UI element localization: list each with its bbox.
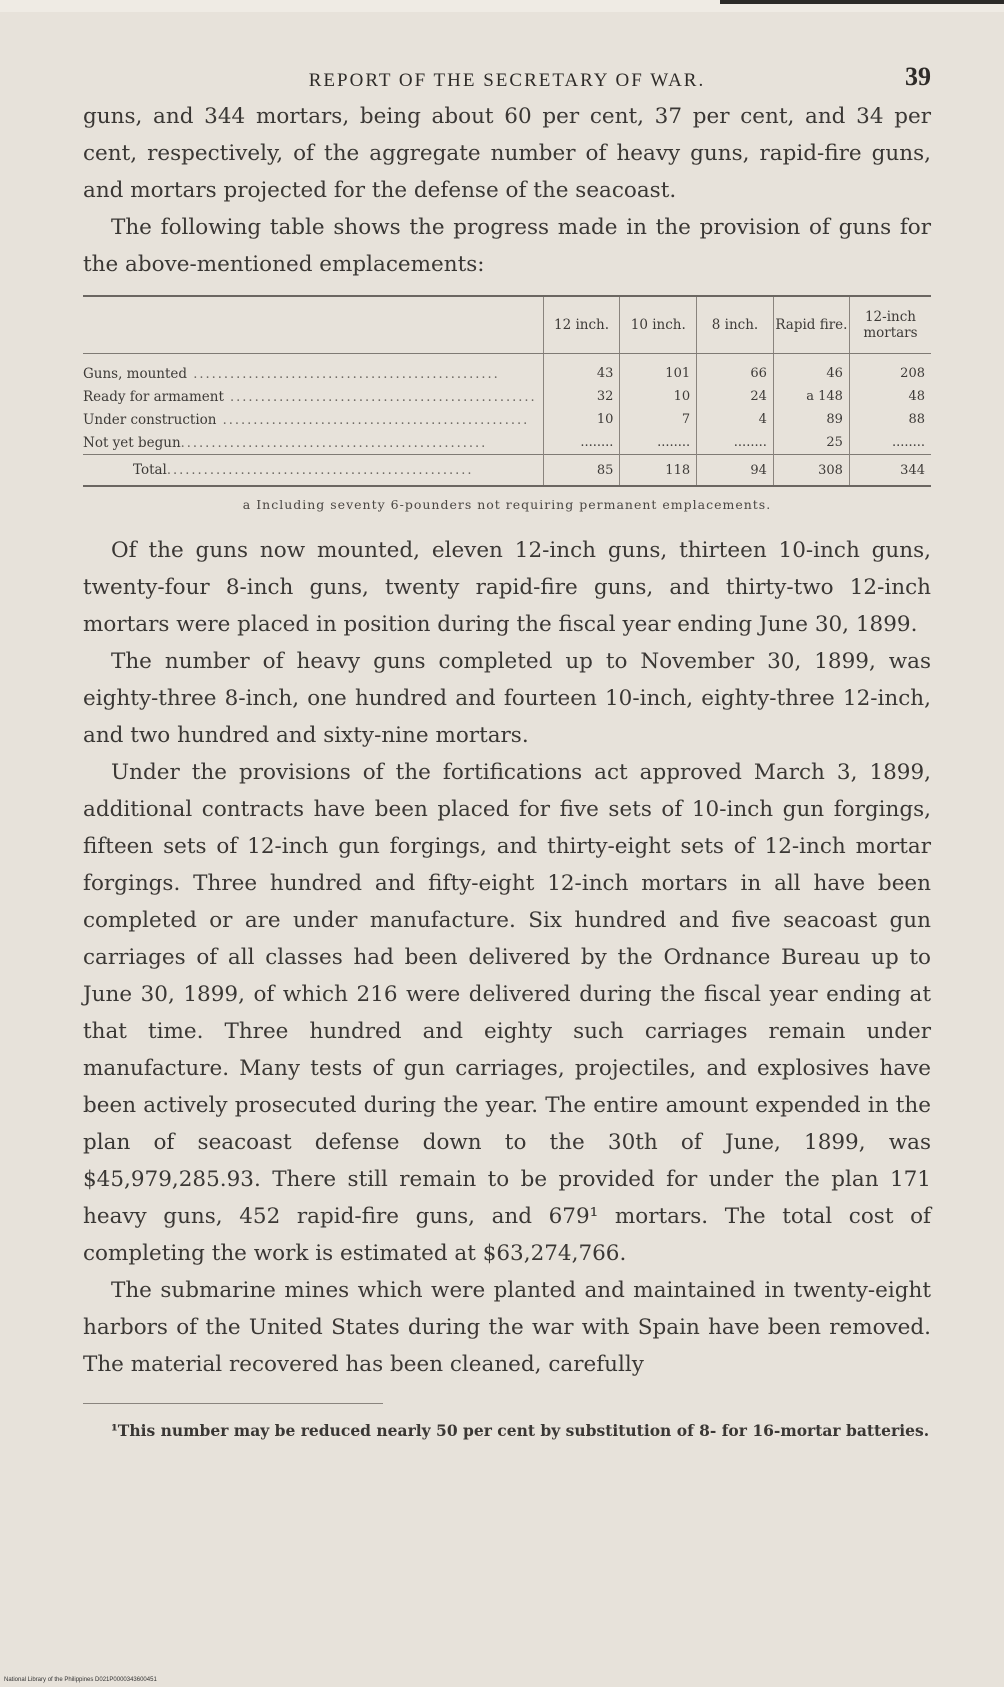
table-cell: 89 bbox=[773, 408, 849, 431]
table-cell: 88 bbox=[849, 408, 931, 431]
table-cell: 208 bbox=[849, 354, 931, 386]
table-header-row bbox=[83, 296, 931, 354]
row-label: Ready for armament .................................................. bbox=[83, 388, 537, 405]
table-cell: 32 bbox=[543, 385, 620, 408]
table-cell: 344 bbox=[849, 455, 931, 487]
page bbox=[83, 62, 931, 1458]
footnote: ¹This number may be reduced nearly 50 per cent by substitution of 8- for 16-mortar batteries. bbox=[111, 1421, 930, 1440]
table-row bbox=[83, 354, 931, 386]
paragraph-1: guns, and 344 mortars, being about 60 per cent, 37 per cent, and 34 per cent, respectively, of the aggregate number of heavy guns, rapid-fire guns, and mortars projected for the defense of the seacoast. bbox=[83, 104, 931, 203]
paragraph-2: The following table shows the progress made in the provision of guns for the above-mentioned emplacements: bbox=[83, 215, 931, 277]
paragraph-6: The submarine mines which were planted and maintained in twenty-eight harbors of the United States during the war with Spain have been removed. The material recovered has been cleaned, carefully bbox=[83, 1278, 931, 1377]
table-cell: 24 bbox=[697, 385, 774, 408]
page-number: 39 bbox=[905, 62, 931, 91]
table-cell: 43 bbox=[543, 354, 620, 386]
table-cell: 118 bbox=[620, 455, 697, 487]
row-label: Under construction .................................................. bbox=[83, 411, 530, 428]
table-row bbox=[83, 385, 931, 408]
running-head-title: REPORT OF THE SECRETARY OF WAR. bbox=[308, 70, 706, 91]
table-cell: 7 bbox=[620, 408, 697, 431]
table-cell: a 148 bbox=[773, 385, 849, 408]
top-edge-bar bbox=[720, 0, 1004, 4]
table-cell: ........ bbox=[849, 431, 931, 455]
row-label-total: Total.................................................. bbox=[83, 455, 543, 487]
table-header-blank bbox=[83, 296, 543, 354]
table-cell: 308 bbox=[773, 455, 849, 487]
table-cell: 10 bbox=[543, 408, 620, 431]
table-cell: 85 bbox=[543, 455, 620, 487]
footnote-rule bbox=[83, 1403, 383, 1404]
table-cell: 10 bbox=[620, 385, 697, 408]
paragraph-3: Of the guns now mounted, eleven 12-inch guns, thirteen 10-inch guns, twenty-four 8-inch guns, twenty rapid-fire guns, and thirty-two 12-inch mortars were placed in position during the fiscal year ending June 30, 1899. bbox=[83, 538, 931, 637]
table-cell: 25 bbox=[773, 431, 849, 455]
table-row bbox=[83, 431, 931, 455]
table-note: a Including seventy 6-pounders not requiring permanent emplacements. bbox=[242, 497, 772, 512]
table-cell: 66 bbox=[697, 354, 774, 386]
table-cell: 94 bbox=[697, 455, 774, 487]
column-header: 12-inch mortars bbox=[849, 296, 931, 354]
table-cell: 48 bbox=[849, 385, 931, 408]
paragraph-5: Under the provisions of the fortifications act approved March 3, 1899, additional contracts have been placed for five sets of 10-inch gun forgings, fifteen sets of 12-inch gun forgings, and thirty-eight sets of 12-inch mortar forgings. Three hundred and fifty-eight 12-inch mortars in all have been completed or are under manufacture. Six hundred and five seacoast gun carriages of all classes had been delivered by the Ordnance Bureau up to June 30, 1899, of which 216 were delivered during the fiscal year ending at that time. Three hundred and eighty such carriages remain under manufacture. Many tests of gun carriages, projectiles, and explosives have been actively prosecuted during the year. The entire amount expended in the plan of seacoast defense down to the 30th of June, 1899, was $45,979,285.93. There still remain to be provided for under the plan 171 heavy guns, 452 rapid-fire guns, and 679¹ mortars. The total cost of completing the work is estimated at $63,274,766. bbox=[83, 760, 931, 1266]
table-cell: ........ bbox=[697, 431, 774, 455]
table-cell: ........ bbox=[543, 431, 620, 455]
running-head bbox=[83, 62, 931, 98]
progress-table bbox=[83, 295, 931, 512]
column-header: 8 inch. bbox=[697, 296, 774, 354]
table-cell: 46 bbox=[773, 354, 849, 386]
column-header: Rapid fire. bbox=[773, 296, 849, 354]
row-label: Not yet begun.................................................. bbox=[83, 434, 488, 451]
table-total-row bbox=[83, 455, 931, 487]
scan-metadata: National Library of the Philippines D021P0000343600451 bbox=[4, 1677, 157, 1683]
table-cell: 101 bbox=[620, 354, 697, 386]
table-cell: 4 bbox=[697, 408, 774, 431]
column-header: 12 inch. bbox=[543, 296, 620, 354]
paragraph-4: The number of heavy guns completed up to November 30, 1899, was eighty-three 8-inch, one hundred and fourteen 10-inch, eighty-three 12-inch, and two hundred and sixty-nine mortars. bbox=[83, 649, 931, 748]
row-label: Guns, mounted .................................................. bbox=[83, 365, 500, 382]
table-cell: ........ bbox=[620, 431, 697, 455]
column-header: 10 inch. bbox=[620, 296, 697, 354]
table-row bbox=[83, 408, 931, 431]
